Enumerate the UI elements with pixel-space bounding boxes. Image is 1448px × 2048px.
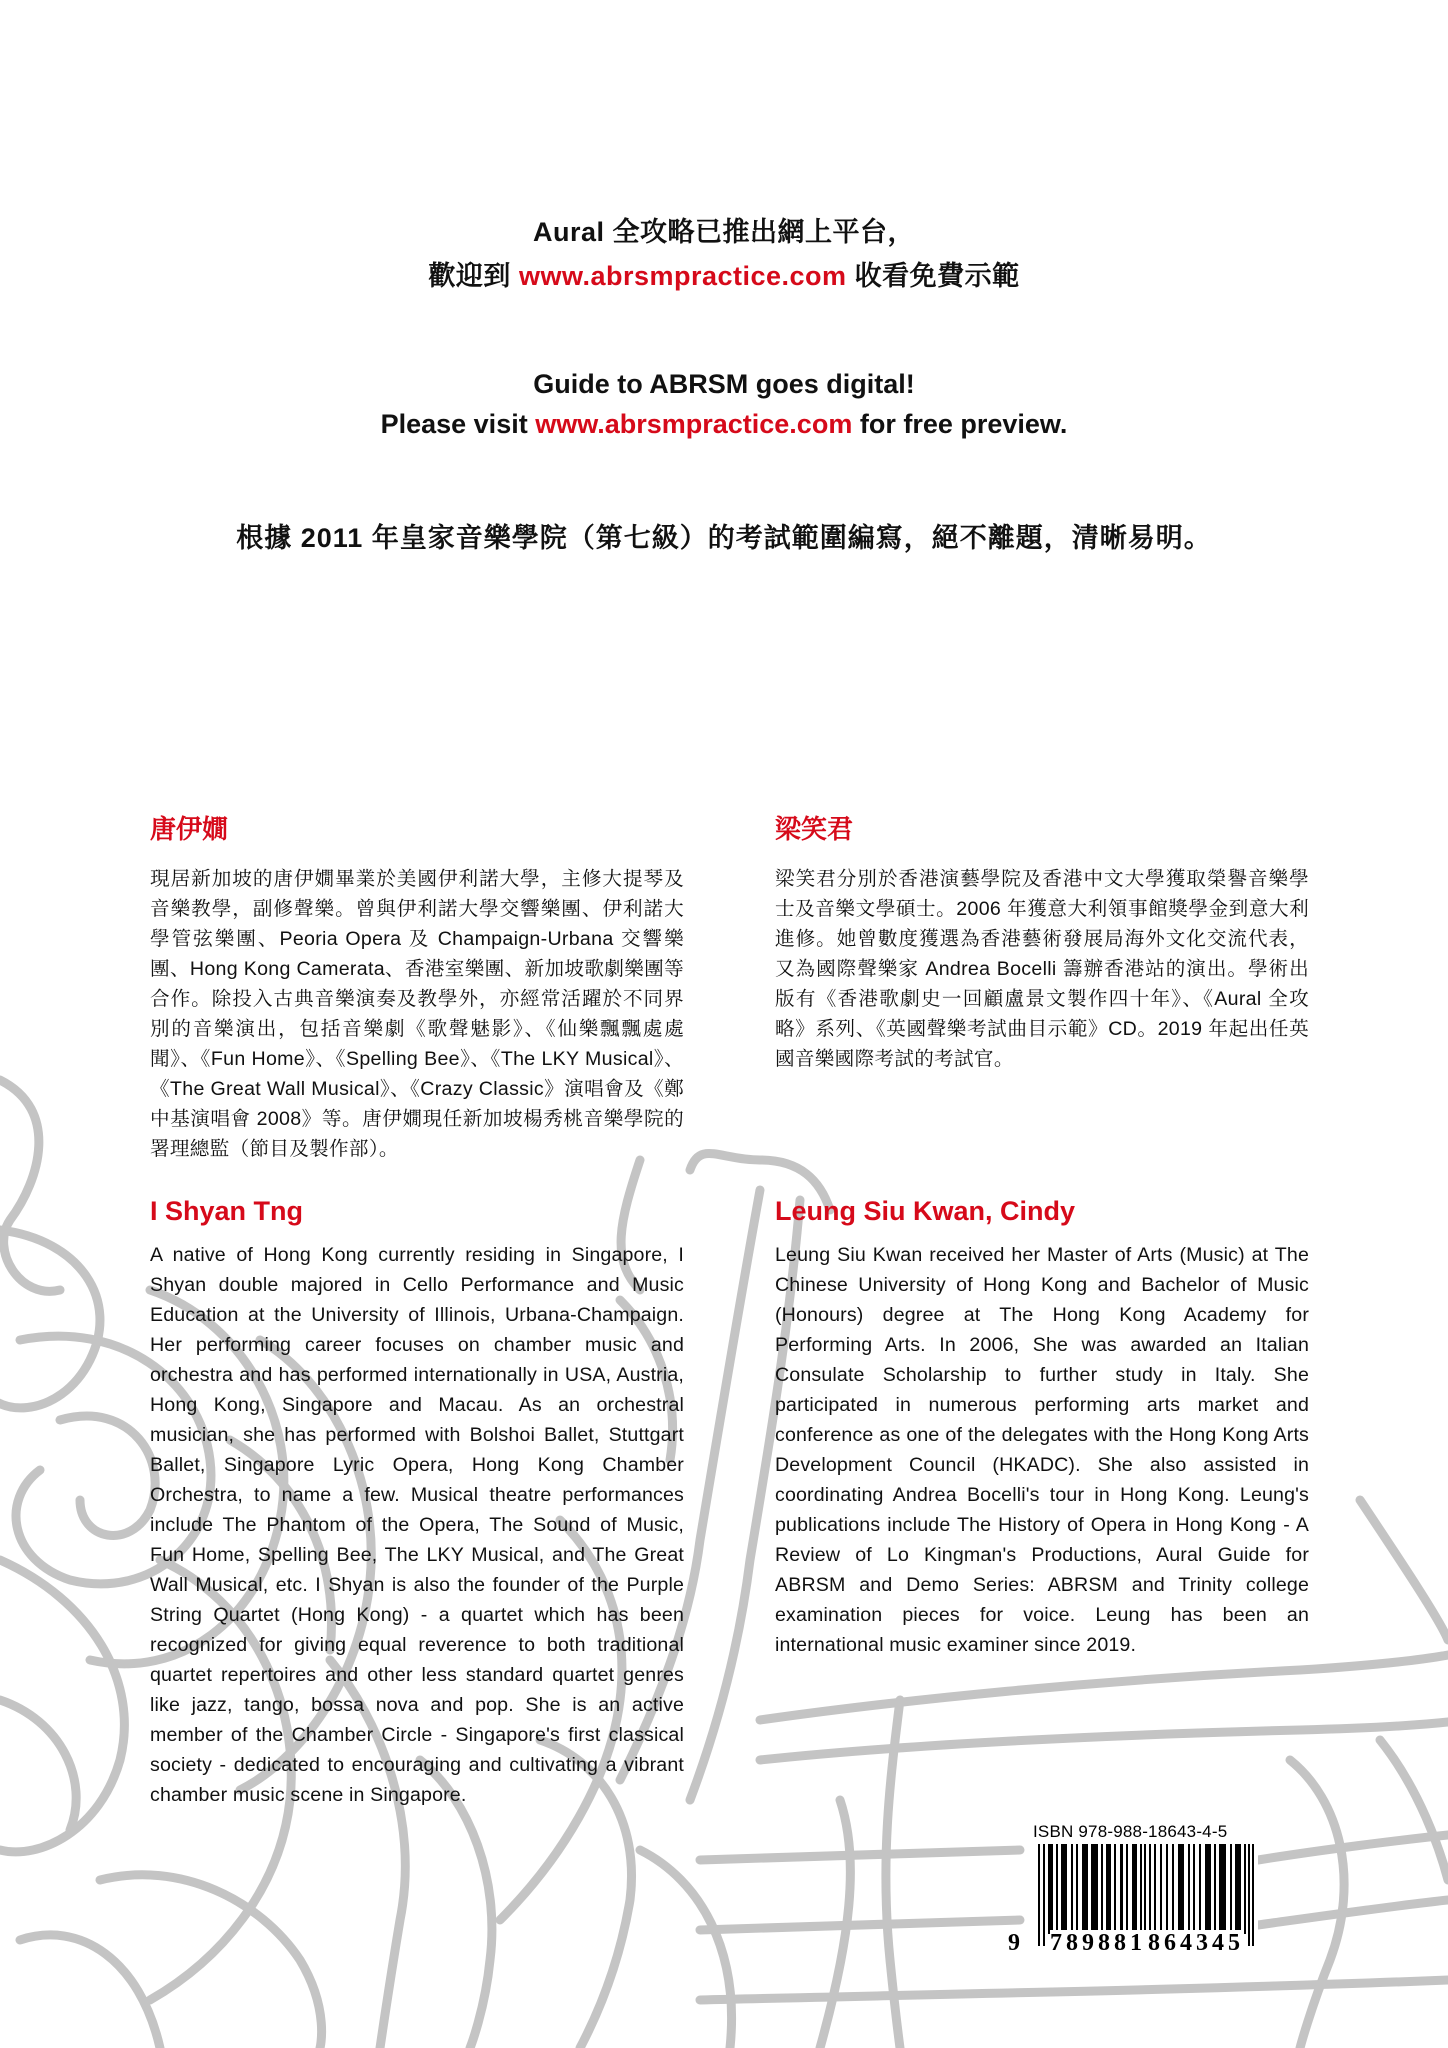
bio-tang-english bbox=[150, 1194, 684, 1810]
bio-leung-chinese bbox=[775, 812, 1309, 1074]
website-link-en[interactable]: www.abrsmpractice.com bbox=[535, 409, 853, 439]
promo-en-line1: Guide to ABRSM goes digital! bbox=[533, 369, 915, 399]
isbn-barcode bbox=[1008, 1822, 1258, 1958]
promo-en-prefix: Please visit bbox=[380, 409, 536, 439]
bio-name: Leung Siu Kwan, Cindy bbox=[775, 1196, 1076, 1226]
barcode-digits-left: 789881 bbox=[1050, 1930, 1146, 1956]
promo-en-suffix: for free preview. bbox=[852, 409, 1068, 439]
promo-zh-line1: Aural 全攻略已推出網上平台， bbox=[532, 217, 916, 247]
bio-tang-chinese bbox=[150, 812, 684, 1164]
bio-text: 梁笑君分別於香港演藝學院及香港中文大學獲取榮譽音樂學士及音樂文學碩士。2006 年獲意大利領事館獎學金到意大利進修。她曾數度獲選為香港藝術發展局海外文化交流代表，又為國際聲樂家 Andrea Bocelli 籌辦香港站的演出。學術出版有《香港歌劇史一回顧盧景文製作四十年》、《Aural 全攻略》系列、《英國聲樂考試曲目示範》CD。2019 年起出任英國音樂國際考試的考試官。 bbox=[775, 868, 1309, 1070]
isbn-label: ISBN 978-988-18643-4-5 bbox=[1033, 1822, 1228, 1841]
promo-zh-line2 bbox=[0, 254, 1448, 298]
bio-text: A native of Hong Kong currently residing in Singapore, I Shyan double majored in Cello Performance and Music Education at the University of Illinois, Urbana-Champaign. Her performing career focuses on chamber music and orchestra and has performed internationally in USA, Austria, Hong Kong, Singapore and Macau. As an orchestral musician, she has performed with Bolshoi Ballet, Stuttgart Ballet, Singapore Lyric Opera, Hong Kong Chamber Orchestra, to name a few. Musical theatre performances include The Phantom of the Opera, The Sound of Music, Fun Home, Spelling Bee, The LKY Musical, and The Great Wall Musical, etc. I Shyan is also the founder of the Purple String Quartet (Hong Kong) - a quartet which has been recognized for giving equal reverence to both traditional quartet repertoires and other less standard quartet genres like jazz, tango, bossa nova and pop. She is an active member of the Chamber Circle - Singapore's first classical society - dedicated to encouraging and cultivating a vibrant chamber music scene in Singapore. bbox=[150, 1244, 684, 1806]
promo-english bbox=[0, 364, 1448, 444]
promo-chinese bbox=[0, 210, 1448, 298]
syllabus-tagline: 根據 2011 年皇家音樂學院（第七級）的考試範圍編寫，絕不離題，清晰易明。 bbox=[236, 523, 1212, 553]
website-link-zh[interactable]: www.abrsmpractice.com bbox=[518, 261, 847, 291]
barcode-digits-right: 864345 bbox=[1148, 1930, 1244, 1956]
bio-name: 梁笑君 bbox=[775, 814, 854, 844]
promo-zh-prefix: 歡迎到 bbox=[428, 261, 519, 291]
bio-text: 現居新加坡的唐伊嫺畢業於美國伊利諾大學，主修大提琴及音樂教學，副修聲樂。曾與伊利諾大學交響樂團、伊利諾大學管弦樂團、Peoria Opera 及 Champaign-Urbana 交響樂團、Hong Kong Camerata、香港室樂團、新加坡歌劇樂團等合作。除投入古典音樂演奏及教學外，亦經常活躍於不同界別的音樂演出，包括音樂劇《歌聲魅影》、《仙樂飄飄處處聞》、《Fun Home》、《Spelling Bee》、《The LKY Musical》、《The Great Wall Musical》、《Crazy Classic》演唱會及《鄭中基演唱會 2008》等。唐伊嫺現任新加坡楊秀桃音樂學院的署理總監（節目及製作部）。 bbox=[150, 868, 684, 1160]
promo-en-line2 bbox=[0, 404, 1448, 444]
bio-name: I Shyan Tng bbox=[150, 1196, 304, 1226]
barcode-digit-lead: 9 bbox=[1008, 1930, 1024, 1956]
bio-leung-english bbox=[775, 1194, 1309, 1660]
promo-zh-suffix: 收看免費示範 bbox=[846, 261, 1020, 291]
bio-text: Leung Siu Kwan received her Master of Arts (Music) at The Chinese University of Hong Kong and Bachelor of Music (Honours) degree at The Hong Kong Academy for Performing Arts. In 2006, She was awarded an Italian Consulate Scholarship to further study in Italy. She participated in numerous performing arts market and conference as one of the delegates with the Hong Kong Arts Development Council (HKADC). She also assisted in coordinating Andrea Bocelli's tour in Hong Kong. Leung's publications include The History of Opera in Hong Kong - A Review of Lo Kingman's Productions, Aural Guide for ABRSM and Demo Series: ABRSM and Trinity college examination pieces for voice. Leung has been an international music examiner since 2019. bbox=[775, 1244, 1309, 1656]
bio-name: 唐伊嫺 bbox=[150, 814, 229, 844]
